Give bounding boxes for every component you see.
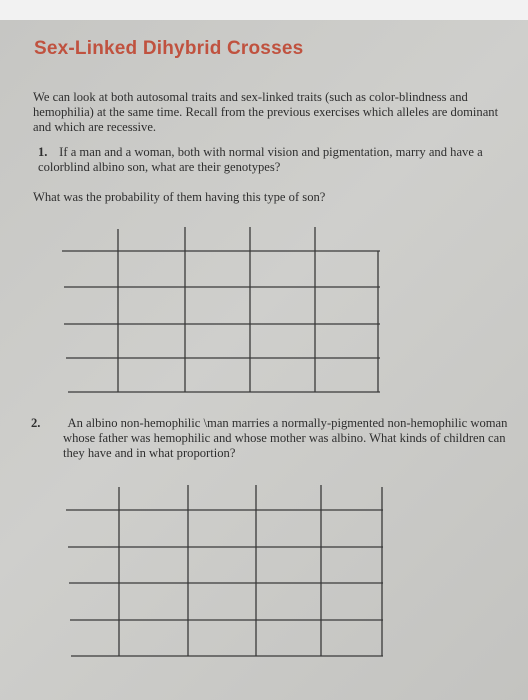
intro-paragraph: We can look at both autosomal traits and sex-linked traits (such as color-blindness and hemophilia) at the same time. Recall from the previous exercises which alleles are dominant and which are recessive. [33, 90, 499, 134]
question-1-text: If a man and a woman, both with normal vision and pigmentation, marry and have a colorblind albino son, what are their genotypes? [38, 145, 483, 174]
question-1-followup: What was the probability of them having this type of son? [33, 190, 326, 204]
top-border [0, 0, 528, 20]
question-1-number: 1. [38, 145, 48, 159]
question-2-number: 2. [31, 416, 41, 430]
question-1 [38, 145, 488, 175]
question-2 [31, 416, 519, 461]
worksheet-page [0, 20, 528, 700]
page-title: Sex-Linked Dihybrid Crosses [34, 38, 304, 59]
punnett-grid-1[interactable] [62, 225, 382, 395]
punnett-grid-2[interactable] [66, 485, 386, 660]
question-2-text: An albino non-hemophilic \man marries a normally-pigmented non-hemophilic woman whose father was hemophilic and whose mother was albino. What kinds of children can they have and in what proportion? [63, 416, 508, 460]
